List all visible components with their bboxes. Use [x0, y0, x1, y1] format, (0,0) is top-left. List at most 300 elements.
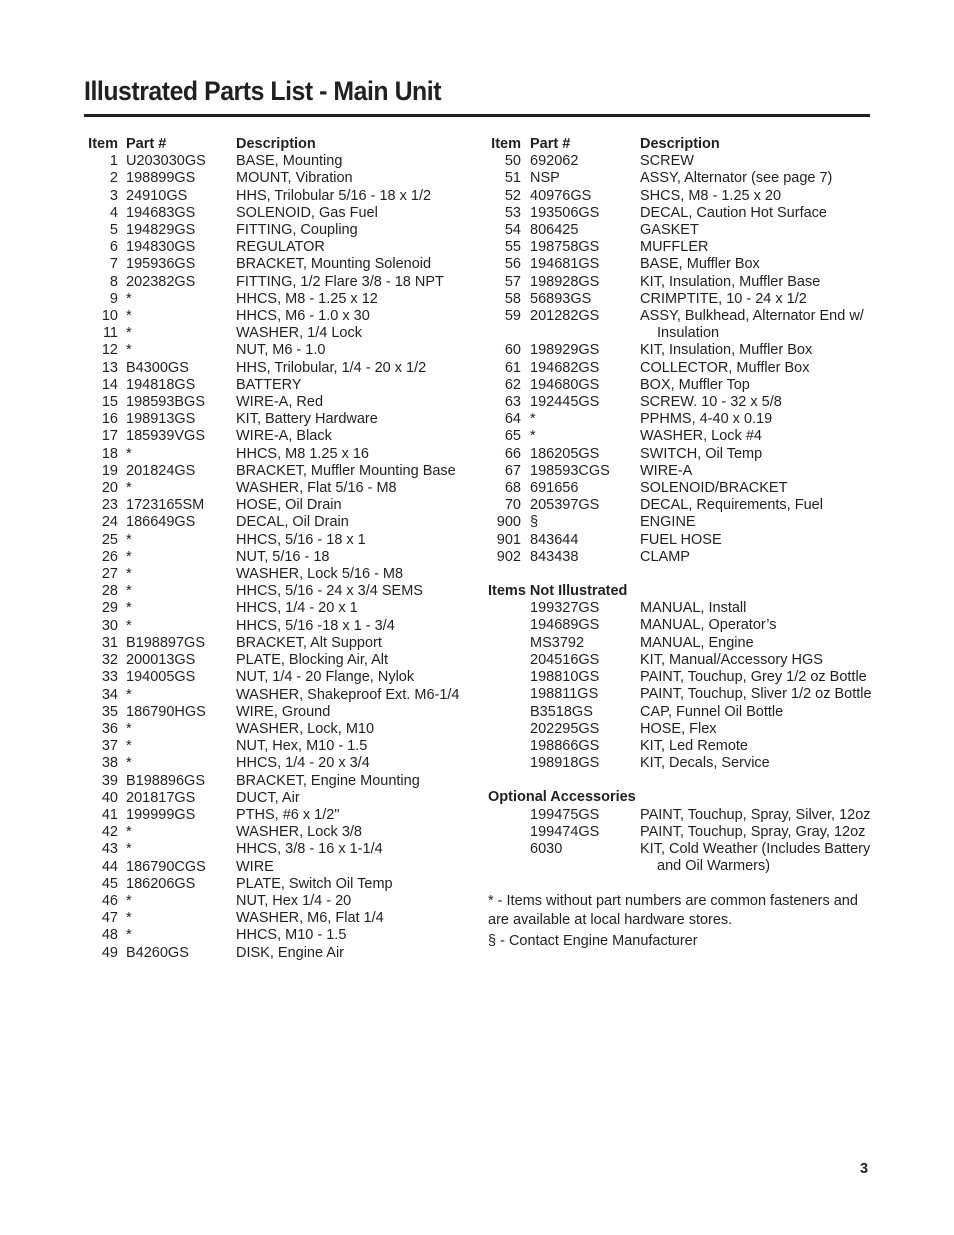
item-number: 18: [101, 445, 118, 462]
item-number: 27: [101, 566, 118, 583]
item-number: 64: [504, 411, 521, 428]
right-rows: [488, 153, 878, 566]
table-row: [84, 342, 464, 359]
part-number: B198897GS: [126, 634, 206, 651]
description: WASHER, M6, Flat 1/4: [236, 910, 384, 927]
table-row: [488, 274, 878, 291]
part-number: *: [530, 411, 536, 428]
item-number: 67: [504, 462, 521, 479]
table-row: [84, 635, 464, 652]
table-row: [84, 497, 464, 514]
table-header: [84, 136, 464, 153]
part-number: 40976GS: [530, 187, 592, 204]
table-row: [488, 514, 878, 531]
description-continuation: Insulation: [657, 325, 720, 342]
part-number: *: [126, 617, 132, 634]
table-row: [84, 600, 464, 617]
header-description: Description: [640, 136, 720, 152]
description: NUT, Hex, M10 - 1.5: [236, 738, 368, 755]
item-number: 66: [504, 445, 521, 462]
description: BRACKET, Alt Support: [236, 634, 382, 651]
part-number: *: [126, 720, 132, 737]
item-number: 6: [109, 239, 118, 256]
description: BATTERY: [236, 376, 302, 393]
part-number: 186205GS: [530, 445, 600, 462]
description: SCREW. 10 - 32 x 5/8: [640, 394, 782, 411]
table-row: [488, 170, 878, 187]
table-row: [84, 583, 464, 600]
not-illustrated-rows: [488, 600, 878, 772]
table-row: [488, 652, 878, 669]
item-number: 60: [504, 342, 521, 359]
table-row: [84, 910, 464, 927]
description: HHCS, M8 1.25 x 16: [236, 445, 369, 462]
part-number: *: [126, 325, 132, 342]
table-row: [84, 790, 464, 807]
part-number: 194681GS: [530, 256, 600, 273]
table-row: [488, 738, 878, 755]
description: NUT, Hex 1/4 - 20: [236, 892, 352, 909]
optional-accessories-heading: Optional Accessories: [488, 789, 636, 806]
item-number: 900: [496, 514, 521, 531]
item-number-blank: [488, 807, 521, 824]
description: BRACKET, Muffler Mounting Base: [236, 462, 456, 479]
description: WASHER, Lock #4: [640, 428, 762, 445]
description: BOX, Muffler Top: [640, 376, 750, 393]
item-number: 19: [101, 462, 118, 479]
description: WIRE, Ground: [236, 703, 331, 720]
page-title: Illustrated Parts List - Main Unit: [84, 76, 442, 106]
item-number: 13: [101, 359, 118, 376]
part-number: 201817GS: [126, 789, 196, 806]
part-number: 194683GS: [126, 204, 196, 221]
description: GASKET: [640, 222, 699, 239]
item-number: 36: [101, 720, 118, 737]
table-row: [84, 291, 464, 308]
part-number: 194005GS: [126, 669, 196, 686]
part-number: 204516GS: [530, 651, 600, 668]
part-number: 24910GS: [126, 187, 188, 204]
item-number: 23: [101, 497, 118, 514]
table-row: [84, 859, 464, 876]
part-number: *: [126, 342, 132, 359]
part-number: 195936GS: [126, 256, 196, 273]
table-row: [488, 222, 878, 239]
item-number: 42: [101, 824, 118, 841]
fasteners-note: * - Items without part numbers are common fasteners and are available at local hardware stores.: [488, 893, 858, 929]
item-number: 9: [109, 290, 118, 307]
item-number: 55: [504, 239, 521, 256]
description: ASSY, Bulkhead, Alternator End w/: [640, 308, 864, 325]
description: REGULATOR: [236, 239, 325, 256]
item-number: 4: [109, 204, 118, 221]
description: HHCS, M10 - 1.5: [236, 927, 347, 944]
table-row: [488, 497, 878, 514]
item-number: 59: [504, 308, 521, 325]
item-number: 10: [101, 308, 118, 325]
table-row-continuation: [488, 325, 878, 342]
item-number: 49: [101, 944, 118, 961]
description: DUCT, Air: [236, 789, 300, 806]
description: WIRE-A, Black: [236, 428, 332, 445]
table-row: [84, 153, 464, 170]
description: PLATE, Switch Oil Temp: [236, 875, 393, 892]
table-row: [84, 773, 464, 790]
table-row: [84, 411, 464, 428]
part-number: 194689GS: [530, 617, 600, 634]
item-number: 1: [109, 153, 118, 170]
table-row: [488, 807, 878, 824]
item-number: 58: [504, 290, 521, 307]
item-number-blank: [488, 755, 521, 772]
part-number: §: [530, 514, 539, 531]
item-number-blank: [488, 738, 521, 755]
part-number: 843644: [530, 531, 579, 548]
description: BASE, Muffler Box: [640, 256, 760, 273]
description: HHCS, 1/4 - 20 x 3/4: [236, 755, 370, 772]
item-number-blank: [488, 686, 521, 703]
part-number: *: [126, 531, 132, 548]
table-row: [488, 463, 878, 480]
part-number: *: [126, 308, 132, 325]
description: NUT, 1/4 - 20 Flange, Nylok: [236, 669, 415, 686]
description: KIT, Cold Weather (Includes Battery: [640, 840, 871, 857]
part-number: 199327GS: [530, 600, 600, 617]
description: HHCS, 5/16 - 18 x 1: [236, 531, 366, 548]
part-number: 194682GS: [530, 359, 600, 376]
table-row: [488, 600, 878, 617]
description: HHCS, 5/16 - 24 x 3/4 SEMS: [236, 583, 423, 600]
table-row: [84, 841, 464, 858]
description: CLAMP: [640, 548, 690, 565]
page-number: 3: [860, 1161, 869, 1177]
table-header: [488, 136, 878, 153]
table-row: [488, 291, 878, 308]
item-number: 39: [101, 772, 118, 789]
part-number: 202382GS: [126, 273, 196, 290]
description: DECAL, Caution Hot Surface: [640, 204, 827, 221]
description: CRIMPTITE, 10 - 24 x 1/2: [640, 290, 807, 307]
table-row: [488, 256, 878, 273]
description: FITTING, Coupling: [236, 222, 358, 239]
description: PAINT, Touchup, Spray, Gray, 12oz: [640, 823, 866, 840]
table-row: [84, 514, 464, 531]
item-number: 3: [109, 187, 118, 204]
description: WIRE-A: [640, 462, 693, 479]
description: WASHER, Lock, M10: [236, 720, 375, 737]
item-number: 56: [504, 256, 521, 273]
part-number: B4260GS: [126, 944, 189, 961]
header-part: Part #: [530, 136, 571, 152]
part-number: 185939VGS: [126, 428, 206, 445]
table-row: [84, 446, 464, 463]
part-number: *: [126, 445, 132, 462]
table-row: [84, 256, 464, 273]
part-number: 198593CGS: [530, 462, 610, 479]
description: MANUAL, Install: [640, 600, 747, 617]
part-number: *: [126, 290, 132, 307]
table-row: [488, 480, 878, 497]
table-row: [488, 617, 878, 634]
table-row: [488, 188, 878, 205]
description: KIT, Insulation, Muffler Base: [640, 273, 821, 290]
table-row: [488, 755, 878, 772]
description-continuation: and Oil Warmers): [657, 858, 771, 875]
item-number: 20: [101, 480, 118, 497]
item-number-blank: [488, 617, 521, 634]
item-number: 28: [101, 583, 118, 600]
table-row: [488, 549, 878, 566]
item-number: 68: [504, 480, 521, 497]
item-number: 29: [101, 600, 118, 617]
item-number: 17: [101, 428, 118, 445]
table-row: [488, 686, 878, 703]
table-row: [488, 308, 878, 325]
item-number: 65: [504, 428, 521, 445]
description: WASHER, 1/4 Lock: [236, 325, 362, 342]
description: NUT, 5/16 - 18: [236, 548, 330, 565]
item-number: 62: [504, 376, 521, 393]
part-number: 194818GS: [126, 376, 196, 393]
part-number: *: [126, 738, 132, 755]
description: PAINT, Touchup, Sliver 1/2 oz Bottle: [640, 686, 872, 703]
description: DECAL, Requirements, Fuel: [640, 497, 823, 514]
description: PAINT, Touchup, Spray, Silver, 12oz: [640, 806, 871, 823]
description: WASHER, Lock 5/16 - M8: [236, 566, 404, 583]
item-number: 16: [101, 411, 118, 428]
table-row: [488, 704, 878, 721]
table-row: [84, 893, 464, 910]
table-row: [84, 480, 464, 497]
item-number: 40: [101, 789, 118, 806]
description: HHCS, M6 - 1.0 x 30: [236, 308, 370, 325]
table-row: [84, 188, 464, 205]
part-number: 200013GS: [126, 652, 196, 669]
table-row: [84, 669, 464, 686]
description: SHCS, M8 - 1.25 x 20: [640, 187, 782, 204]
item-number-blank: [488, 824, 521, 841]
item-number: 7: [109, 256, 118, 273]
item-number: 37: [101, 738, 118, 755]
item-number: 14: [101, 376, 118, 393]
description: SWITCH, Oil Temp: [640, 445, 763, 462]
table-row: [84, 652, 464, 669]
part-number: 198918GS: [530, 755, 600, 772]
part-number: 201282GS: [530, 308, 600, 325]
table-row: [84, 463, 464, 480]
table-row: [84, 687, 464, 704]
table-row: [84, 927, 464, 944]
item-number: 53: [504, 204, 521, 221]
part-number: 198913GS: [126, 411, 196, 428]
description: SCREW: [640, 153, 694, 170]
description: PPHMS, 4-40 x 0.19: [640, 411, 773, 428]
description: FITTING, 1/2 Flare 3/8 - 18 NPT: [236, 273, 444, 290]
part-number: *: [126, 566, 132, 583]
table-row: [84, 325, 464, 342]
part-number: 198866GS: [530, 737, 600, 754]
table-row: [84, 428, 464, 445]
description: WASHER, Shakeproof Ext. M6-1/4: [236, 686, 460, 703]
item-number: 41: [101, 806, 118, 823]
table-row: [488, 824, 878, 841]
item-number: 25: [101, 531, 118, 548]
table-row: [84, 549, 464, 566]
item-number: 61: [504, 359, 521, 376]
description: PTHS, #6 x 1/2": [236, 806, 340, 823]
table-row: [488, 446, 878, 463]
description: HHCS, M8 - 1.25 x 12: [236, 290, 378, 307]
item-number-blank: [488, 841, 521, 858]
item-number: 33: [101, 669, 118, 686]
description: WIRE-A, Red: [236, 394, 324, 411]
part-number: 186649GS: [126, 514, 196, 531]
part-number: 193506GS: [530, 204, 600, 221]
part-number: 201824GS: [126, 462, 196, 479]
description: PLATE, Blocking Air, Alt: [236, 652, 389, 669]
header-description: Description: [236, 136, 316, 152]
parts-table-right: [488, 136, 878, 951]
table-row: [488, 721, 878, 738]
part-number: 198929GS: [530, 342, 600, 359]
description: WASHER, Flat 5/16 - M8: [236, 480, 397, 497]
table-row: [84, 205, 464, 222]
part-number: U203030GS: [126, 153, 206, 170]
description: KIT, Manual/Accessory HGS: [640, 651, 823, 668]
part-number: 198928GS: [530, 273, 600, 290]
table-row: [84, 566, 464, 583]
title-rule: [84, 114, 870, 117]
table-row: [488, 342, 878, 359]
item-number: 51: [504, 170, 521, 187]
description: HHCS, 1/4 - 20 x 1: [236, 600, 358, 617]
description: SOLENOID/BRACKET: [640, 480, 788, 497]
description: ASSY, Alternator (see page 7): [640, 170, 833, 187]
header-item: Item: [88, 136, 118, 152]
part-number: *: [126, 824, 132, 841]
item-number: 46: [101, 892, 118, 909]
item-number: 31: [101, 634, 118, 651]
description: MUFFLER: [640, 239, 709, 256]
part-number: *: [126, 910, 132, 927]
table-row: [488, 635, 878, 652]
item-number: 57: [504, 273, 521, 290]
engine-note: § - Contact Engine Manufacturer: [488, 933, 698, 950]
description: MOUNT, Vibration: [236, 170, 353, 187]
item-number: 45: [101, 875, 118, 892]
table-row: [488, 841, 878, 858]
description: HHS, Trilobular 5/16 - 18 x 1/2: [236, 187, 432, 204]
table-row: [84, 360, 464, 377]
part-number: *: [126, 892, 132, 909]
description: COLLECTOR, Muffler Box: [640, 359, 810, 376]
parts-table-left: [84, 136, 464, 962]
part-number: 6030: [530, 840, 563, 857]
table-row: [84, 394, 464, 411]
item-number: 70: [504, 497, 521, 514]
part-number: 194680GS: [530, 376, 600, 393]
description: HHS, Trilobular, 1/4 - 20 x 1/2: [236, 359, 427, 376]
description: KIT, Battery Hardware: [236, 411, 378, 428]
table-row: [84, 239, 464, 256]
table-row: [488, 532, 878, 549]
part-number: *: [126, 755, 132, 772]
part-number: 192445GS: [530, 394, 600, 411]
table-row: [488, 360, 878, 377]
item-number: 52: [504, 187, 521, 204]
part-number: 198811GS: [530, 686, 599, 703]
item-number: 26: [101, 548, 118, 565]
part-number: 205397GS: [530, 497, 600, 514]
item-number: 48: [101, 927, 118, 944]
part-number: 198810GS: [530, 669, 600, 686]
part-number: *: [126, 841, 132, 858]
item-number: 44: [101, 858, 118, 875]
not-illustrated-heading: Items Not Illustrated: [488, 583, 628, 600]
item-number: 50: [504, 153, 521, 170]
table-row: [84, 807, 464, 824]
table-row: [488, 411, 878, 428]
table-row: [488, 377, 878, 394]
table-row: [84, 704, 464, 721]
description: HHCS, 5/16 -18 x 1 - 3/4: [236, 617, 395, 634]
table-row: [488, 428, 878, 445]
part-number: *: [126, 548, 132, 565]
table-row: [84, 738, 464, 755]
part-number: 691656: [530, 480, 579, 497]
part-number: MS3792: [530, 634, 585, 651]
table-row: [84, 618, 464, 635]
item-number: 47: [101, 910, 118, 927]
item-number: 11: [102, 325, 118, 342]
part-number: B198896GS: [126, 772, 206, 789]
item-number: 902: [496, 548, 521, 565]
description: KIT, Insulation, Muffler Box: [640, 342, 813, 359]
header-item: Item: [491, 136, 521, 152]
part-number: B3518GS: [530, 703, 593, 720]
description: WASHER, Lock 3/8: [236, 824, 362, 841]
item-number-blank: [488, 721, 521, 738]
item-number-blank: [488, 652, 521, 669]
item-number-blank: [488, 704, 521, 721]
part-number: 198593BGS: [126, 394, 206, 411]
part-number: *: [126, 927, 132, 944]
part-number: *: [126, 600, 132, 617]
description: CAP, Funnel Oil Bottle: [640, 703, 784, 720]
part-number: 806425: [530, 222, 579, 239]
description: BRACKET, Engine Mounting: [236, 772, 420, 789]
optional-accessories-rows: [488, 807, 878, 876]
item-number: 43: [101, 841, 118, 858]
description: BASE, Mounting: [236, 153, 343, 170]
table-row: [488, 205, 878, 222]
part-number: *: [126, 686, 132, 703]
table-row: [84, 755, 464, 772]
part-number: 692062: [530, 153, 579, 170]
part-number: 843438: [530, 548, 579, 565]
table-row: [488, 239, 878, 256]
part-number: 198899GS: [126, 170, 196, 187]
part-number: *: [126, 583, 132, 600]
table-row: [84, 824, 464, 841]
item-number-blank: [488, 600, 521, 617]
description: WIRE: [236, 858, 274, 875]
description: MANUAL, Operator’s: [640, 617, 777, 634]
part-number: 186790CGS: [126, 858, 206, 875]
item-number: 34: [101, 686, 118, 703]
table-row: [84, 170, 464, 187]
description: DISK, Engine Air: [236, 944, 344, 961]
